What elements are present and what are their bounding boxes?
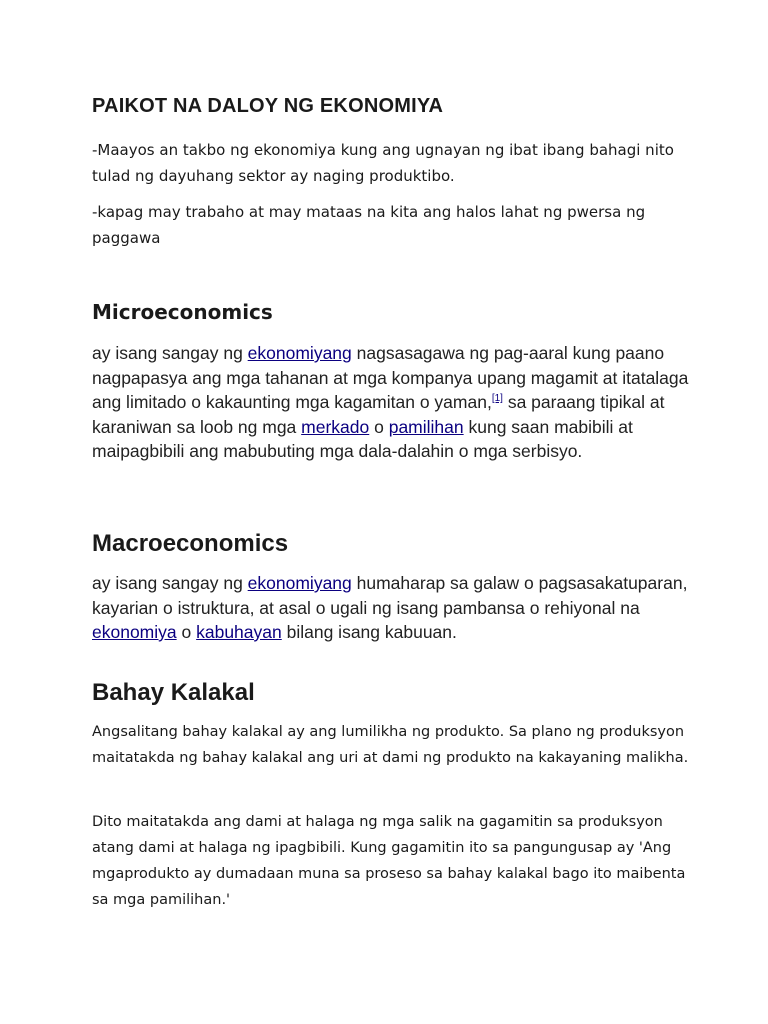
link-ekonomiyang-macro[interactable]: ekonomiyang [247,573,352,593]
bahay-kalakal-paragraph-1: Angsalitang bahay kalakal ay ang lumilikha ng produkto. Sa plano ng produksyon maitatakda ng bahay kalakal ang uri at dami ng produkto na kakayaning malikha. [92,724,689,766]
microeconomics-heading: Microeconomics [92,300,273,324]
macroeconomics-heading: Macroeconomics [92,530,289,557]
link-ekonomiya[interactable]: ekonomiya [92,622,177,642]
bahay-kalakal-paragraph-2: Dito maitatakda ang dami at halaga ng mga salik na gagamitin sa produksyon atang dami at halaga ng ipagbibili. Kung gagamitin ito sa pangungusap ay 'Ang mgaprodukto ay dumadaan muna sa proseso sa bahay kalakal bago ito maibenta sa mga pamilihan.' [92,814,686,908]
link-ekonomiyang[interactable]: ekonomiyang [247,343,352,363]
bahay-kalakal-heading: Bahay Kalakal [92,679,255,706]
link-merkado[interactable]: merkado [301,416,370,437]
macroeconomics-paragraph: ay isang sangay ng ekonomiyang humaharap sa galaw o pagsasakatuparan, kayarian o istruktura, at asal o ugali ng isang pambansa o rehiyonal na ekonomiya o kabuhayan bilang isang kabuuan. [92,573,688,642]
intro-paragraph-1: -Maayos an takbo ng ekonomiya kung ang ugnayan ng ibat ibang bahagi nito tulad ng dayuhang sektor ay naging produktibo. [92,141,674,185]
intro-paragraph-2: -kapag may trabaho at may mataas na kita ang halos lahat ng pwersa ng paggawa [92,203,646,247]
reference-link[interactable]: [1] [491,393,503,405]
page-title: PAIKOT NA DALOY NG EKONOMIYA [92,95,444,117]
microeconomics-paragraph: ay isang sangay ng ekonomiyang nagsasagawa ng pag-aaral kung paano nagpapasya ang mga tahanan at mga kompanya upang magamit at itatalaga ang limitado o kakaunting mga kagamitan o yaman,[1] sa paraang tipikal at karaniwan sa loob ng mga merkado o pamilihan kung saan mabibili at maipagbibili ang mabubuting mga dala-dalahin o mga serbisyo. [92,343,689,461]
link-pamilihan[interactable]: pamilihan [388,416,464,437]
link-kabuhayan[interactable]: kabuhayan [196,622,282,642]
